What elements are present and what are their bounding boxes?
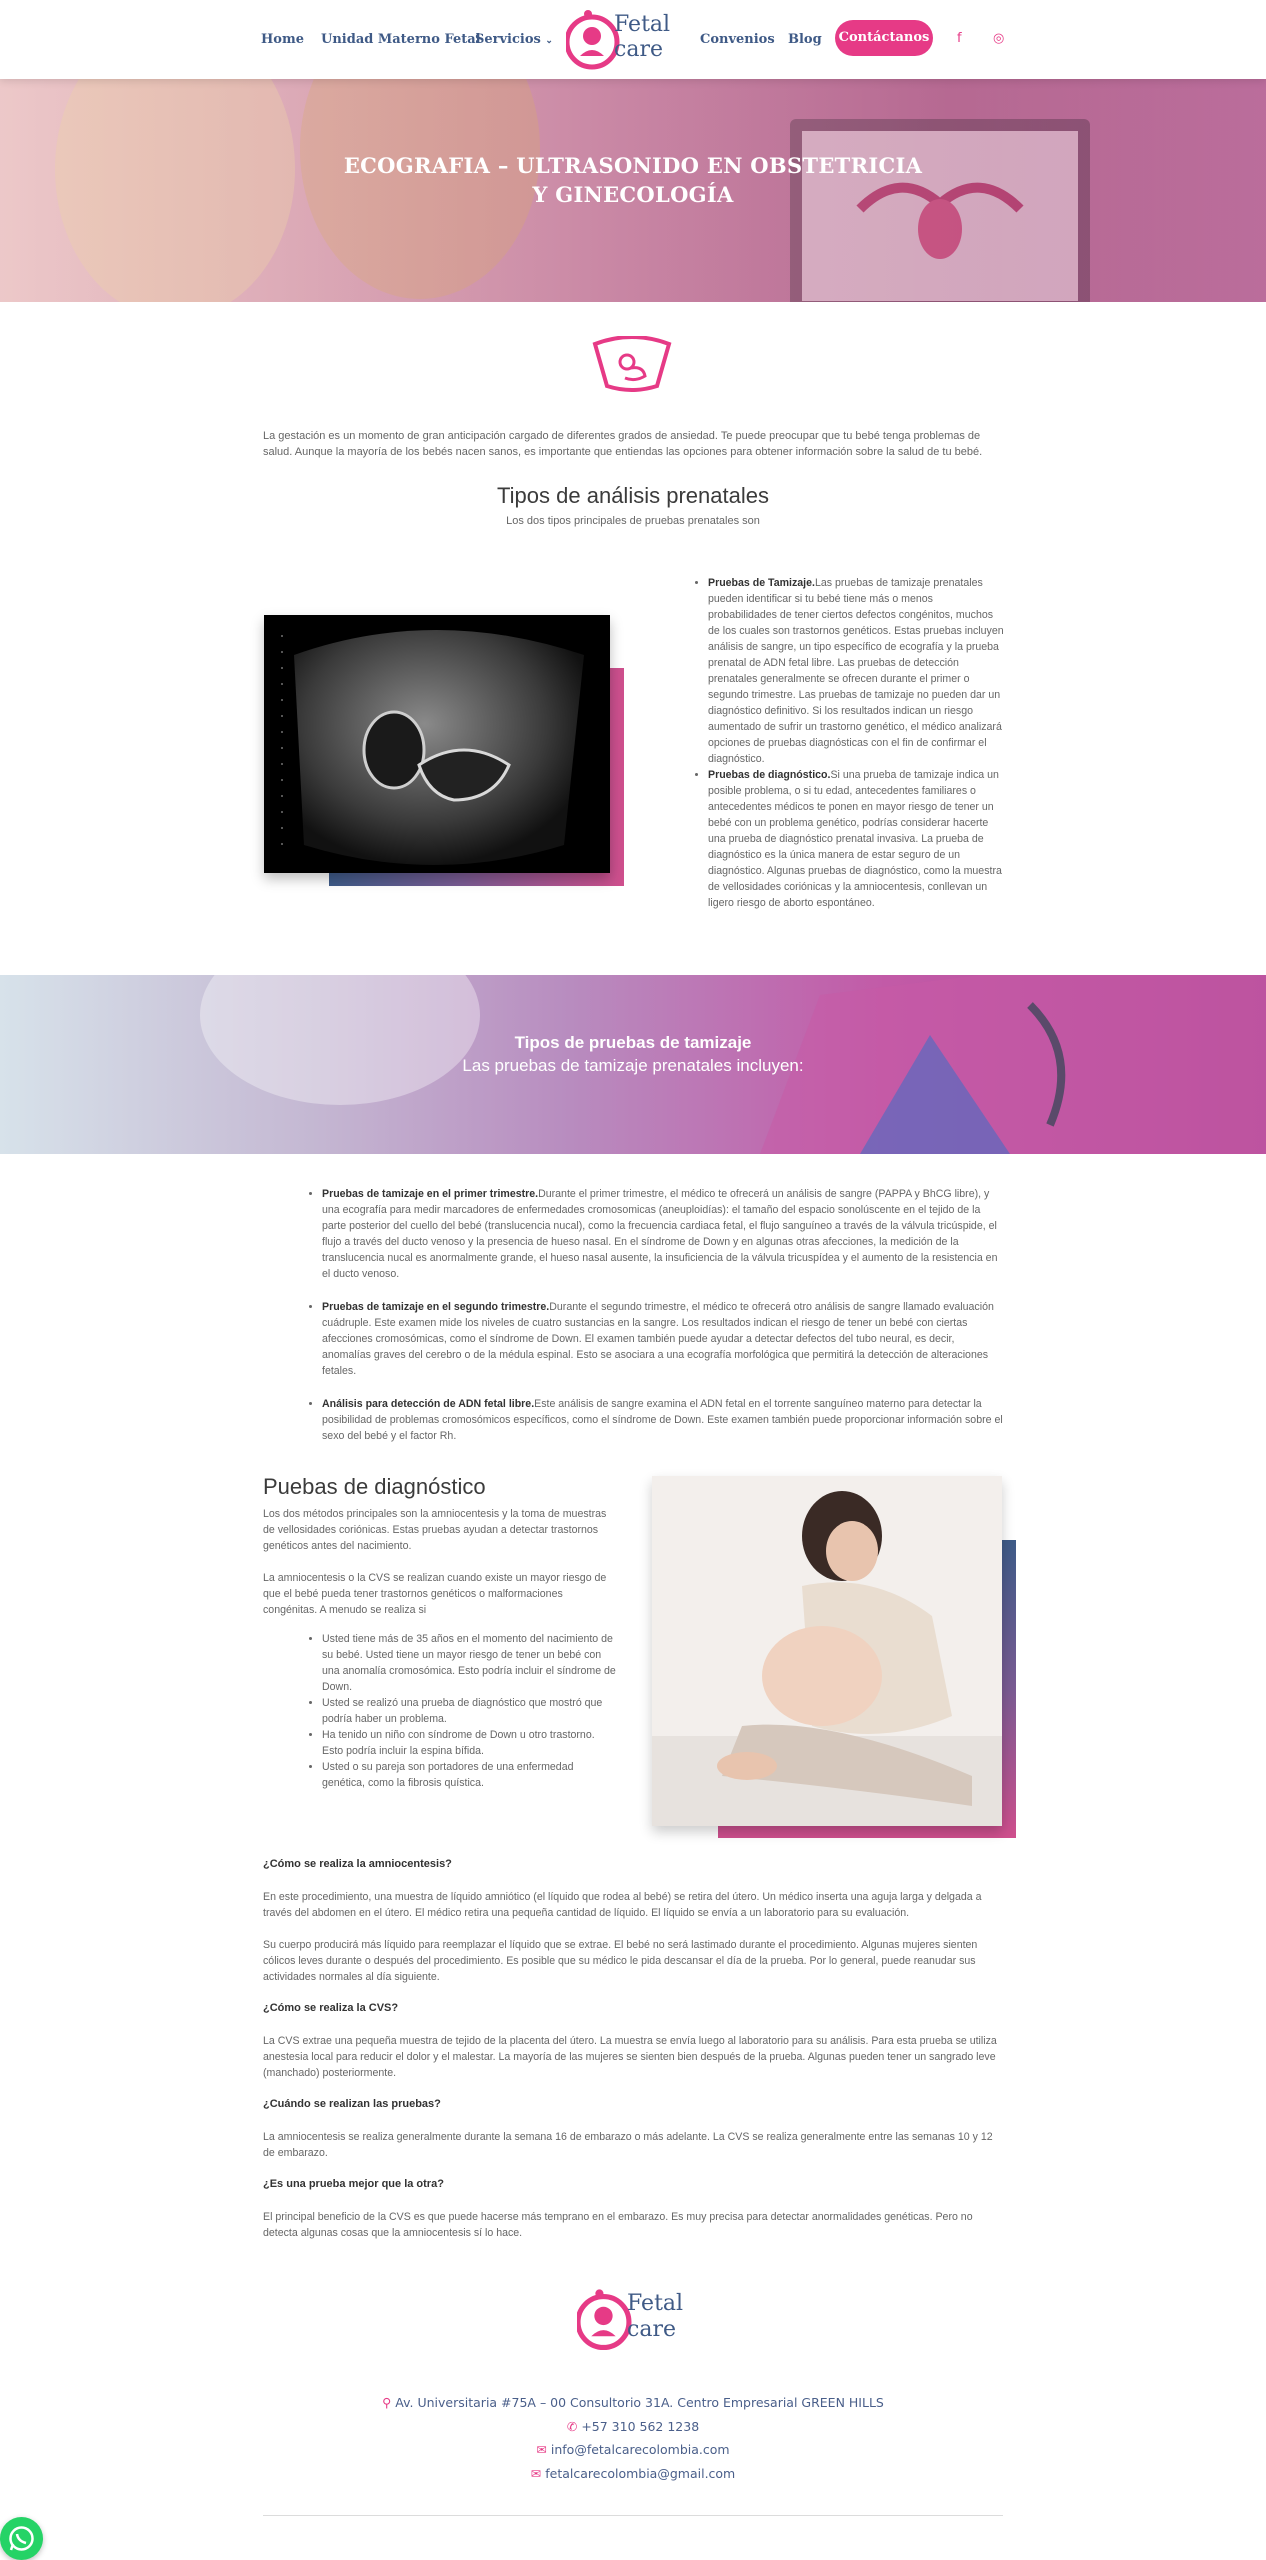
- logo-word-fetal: Fetal: [614, 12, 671, 37]
- intro-paragraph: La gestación es un momento de gran anticipación cargado de diferentes grados de ansiedad. Te puede preocupar que tu bebé tenga problemas de salud. Aunque la mayoría de los bebés nacen sanos, es importante que entiendas las opciones para obtener información sobre la salud de tu bebé.: [263, 430, 983, 458]
- list-item-text: Las pruebas de tamizaje prenatales pueden identificar si tu bebé tiene más o menos probabilidades de tener ciertos defectos congénitos, muchos de los cuales son trastornos genéticos. Estas pruebas incluyen análisis de sangre, un tipo específico de ecografía y la prueba prenatal de ADN fetal libre. Las pruebas de detección prenatales generalmente se ofrecen durante el primer o segundo trimestre. Las pruebas de tamizaje no pueden dar un diagnóstico definitivo. Si los resultados indican un riesgo aumentado de sufrir un trastorno genético, el médico analizará opciones de pruebas diagnósticas con el fin de confirmar el diagnóstico.: [708, 577, 1004, 765]
- faq-question: ¿Cómo se realiza la CVS?: [263, 2002, 399, 2014]
- pregnant-woman-graphic: [652, 1476, 1002, 1826]
- tamizaje-list: [308, 1186, 1003, 1461]
- faq-answer: En este procedimiento, una muestra de líquido amniótico (el líquido que rodea al bebé) se retira del útero. Un médico inserta una aguja larga y delgada a través del abdomen en el útero. El médico retira una pequeña cantidad de líquido. El líquido se envía a un laboratorio para su evaluación.: [263, 1891, 982, 1919]
- diagnostico-paragraph: Los dos métodos principales son la amniocentesis y la toma de muestras de vellosidades coriónicas. Estas pruebas ayudan a detectar trastornos genéticos antes del nacimiento.: [263, 1508, 607, 1552]
- list-item-title: Análisis para detección de ADN fetal libre.: [322, 1398, 535, 1410]
- footer-logo[interactable]: [577, 2285, 687, 2357]
- list-item-text: Si una prueba de tamizaje indica un posible problema, o si tu edad, antecedentes familiares o antecedentes médicos te ponen en mayor riesgo de tener un bebé con un problema genético, podrías considerar hacerte una prueba de diagnóstico prenatal invasiva. La prueba de diagnóstico es la única manera de estar seguro de un diagnóstico. Algunas pruebas de diagnóstico, como la muestra de vellosidades coriónicas y la amniocentesis, conllevan un ligero riesgo de aborto espontáneo.: [708, 769, 1002, 909]
- list-item-title: Pruebas de diagnóstico.: [708, 769, 831, 781]
- logo-word-care: care: [627, 2317, 676, 2342]
- tamizaje-title: Tipos de pruebas de tamizaje: [514, 1033, 752, 1052]
- footer-email[interactable]: [0, 2442, 1266, 2457]
- faq-question: ¿Cómo se realiza la amniocentesis?: [263, 1858, 452, 1870]
- footer-address: [0, 2395, 1266, 2410]
- ultrasound-scan-graphic: [264, 615, 610, 873]
- list-item: • Usted tiene más de 35 años en el momento del nacimiento de su bebé. Usted tiene un mayor riesgo de tener un bebé con una anomalía cromosómica. Esto podría incluir el síndrome de Down.: [322, 1631, 618, 1695]
- list-item: [322, 1396, 1003, 1444]
- list-item: [322, 1299, 1003, 1379]
- phone-icon: ✆: [566, 2419, 578, 2434]
- footer-divider: [263, 2515, 1003, 2516]
- email-text: info@fetalcarecolombia.com: [550, 2442, 730, 2457]
- list-item-text: Este análisis de sangre examina el ADN fetal en el torrente sanguíneo materno para detectar la posibilidad de problemas cromosómicos específicos, como el síndrome de Down. Este examen también puede proporcionar información sobre el sexo del bebé y el factor Rh.: [322, 1398, 1003, 1442]
- address-text: Av. Universitaria #75A – 00 Consultorio 31A. Centro Empresarial GREEN HILLS: [395, 2395, 884, 2410]
- faq-answer: El principal beneficio de la CVS es que puede hacerse más temprano en el embarazo. Es muy precisa para detectar anormalidades genéticas. Pero no detecta algunas cosas que la amniocentesis sí lo hace.: [263, 2211, 973, 2239]
- prenatal-subtitle: Los dos tipos principales de pruebas prenatales son: [506, 515, 760, 527]
- faq-question: ¿Es una prueba mejor que la otra?: [263, 2178, 444, 2190]
- prenatal-title: Tipos de análisis prenatales: [497, 483, 769, 508]
- faq-question: ¿Cuándo se realizan las pruebas?: [263, 2098, 441, 2110]
- nav-unidad-materno-fetal[interactable]: Unidad Materno Fetal: [321, 32, 481, 47]
- nav-servicios[interactable]: [475, 32, 553, 47]
- diagnostico-paragraph: La amniocentesis o la CVS se realizan cuando existe un mayor riesgo de que el bebé pueda tener trastornos genéticos o malformaciones congénitas. A menudo se realiza si: [263, 1572, 607, 1616]
- list-item-title: Pruebas de tamizaje en el segundo trimestre.: [322, 1301, 550, 1313]
- faq-answer: La CVS extrae una pequeña muestra de tejido de la placenta del útero. La muestra se envía luego al laboratorio para su análisis. Para esta prueba se utiliza anestesia local para reducir el dolor y el malestar. La mayoría de las mujeres se sienten bien después de la prueba. Algunas pueden tener un sangrado leve (manchado) posteriormente.: [263, 2035, 997, 2079]
- nav-servicios-label: Servicios: [475, 32, 541, 47]
- chevron-down-icon: ⌄: [545, 36, 553, 46]
- ultrasound-icon: [591, 336, 673, 392]
- whatsapp-icon: [0, 2517, 43, 2560]
- faq-answer: Su cuerpo producirá más líquido para reemplazar el líquido que se extrae. El bebé no será lastimado durante el procedimiento. Algunas mujeres sienten cólicos leves durante o después del procedimiento. Es posible que su médico le pida descansar el día de la prueba. Por lo general, puede reanudar sus actividades normales al día siguiente.: [263, 1939, 978, 1983]
- nav-blog[interactable]: Blog: [788, 32, 822, 47]
- footer-email[interactable]: [0, 2466, 1266, 2481]
- phone-text: +57 310 562 1238: [581, 2419, 700, 2434]
- email-text: fetalcarecolombia@gmail.com: [545, 2466, 736, 2481]
- list-item-text: Durante el primer trimestre, el médico te ofrecerá un análisis de sangre (PAPPA y BhCG libre), y una ecografía para medir marcadores de enfermedades cromosomicas (aneuploidías): el tamaño del espacio sonolúscente en el tejido de la parte posterior del cuello del bebé (translucencia nucal), como la frecuencia cardiaca fetal, el flujo sanguíneo a través de la válvula tricúspide, el flujo a través del ducto venoso y la presencia de hueso nasal. En el síndrome de Down y en algunas otras afecciones, la medición de la translucencia nucal es anormalmente grande, el hueso nasal ausente, la insuficiencia de la válvula tricuspídea y el aumento de la resistencia en el ducto venoso.: [322, 1188, 998, 1280]
- list-item: [322, 1186, 1003, 1282]
- nav-convenios[interactable]: Convenios: [700, 32, 775, 47]
- list-item-title: Pruebas de Tamizaje.: [708, 577, 815, 589]
- envelope-icon: ✉: [530, 2466, 542, 2481]
- hero-title: ECOGRAFIA – ULTRASONIDO EN OBSTETRICIA Y GINECOLOGÍA: [343, 153, 923, 207]
- contact-button[interactable]: Contáctanos: [835, 20, 933, 56]
- list-item-title: Pruebas de tamizaje en el primer trimestre.: [322, 1188, 539, 1200]
- diagnostico-title: Puebas de diagnóstico: [263, 1474, 486, 1499]
- location-pin-icon: ⚲: [382, 2395, 392, 2410]
- whatsapp-button[interactable]: [0, 2517, 43, 2560]
- instagram-icon[interactable]: ◎: [993, 31, 1005, 46]
- prenatal-types-list: [694, 575, 1004, 911]
- diagnostico-list: [308, 1631, 618, 1791]
- tamizaje-banner: [0, 975, 1266, 1154]
- site-logo[interactable]: [566, 6, 674, 76]
- list-item: [708, 767, 1004, 911]
- list-item: • Usted se realizó una prueba de diagnóstico que mostró que podría haber un problema.: [322, 1695, 618, 1727]
- nav-home[interactable]: Home: [261, 32, 304, 47]
- faq-answer: La amniocentesis se realiza generalmente durante la semana 16 de embarazo o más adelante. La CVS se realiza generalmente entre las semanas 10 y 12 de embarazo.: [263, 2131, 993, 2159]
- pregnancy-image: [652, 1476, 1002, 1826]
- logo-word-care: care: [614, 37, 663, 62]
- site-header: [0, 0, 1266, 79]
- envelope-icon: ✉: [536, 2442, 547, 2457]
- list-item: • Ha tenido un niño con síndrome de Down u otro trastorno. Esto podría incluir la espina bífida.: [322, 1727, 618, 1759]
- list-item: [708, 575, 1004, 767]
- hero-banner: [0, 79, 1266, 302]
- facebook-icon[interactable]: f: [957, 31, 962, 46]
- list-item: • Usted o su pareja son portadores de una enfermedad genética, como la fibrosis quística.: [322, 1759, 618, 1791]
- tamizaje-subtitle: Las pruebas de tamizaje prenatales incluyen:: [462, 1056, 804, 1075]
- footer-phone[interactable]: [0, 2419, 1266, 2434]
- list-item-text: Durante el segundo trimestre, el médico te ofrecerá otro análisis de sangre llamado evaluación cuádruple. Este examen mide los niveles de cuatro sustancias en la sangre. Los resultados indican el riesgo de tener un bebé con ciertas afecciones cromosómicas, como el síndrome de Down. El examen también puede ayudar a detectar defectos del tubo neural, es decir, anomalías graves del cerebro o de la médula espinal. Esto se asociara a una ecografía morfológica que permitirá la detección de alteraciones fetales.: [322, 1301, 994, 1377]
- logo-word-fetal: Fetal: [627, 2291, 684, 2316]
- ultrasound-image: [264, 615, 610, 873]
